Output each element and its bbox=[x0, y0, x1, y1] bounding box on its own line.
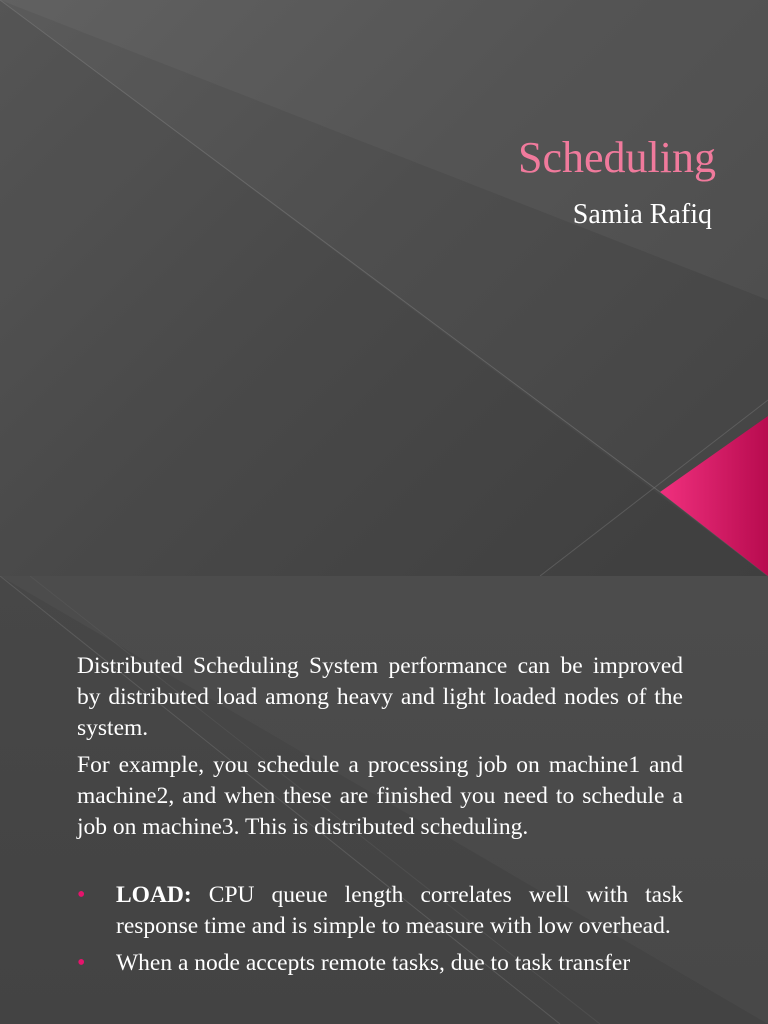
list-item bbox=[77, 948, 683, 979]
bullet-label: LOAD: bbox=[116, 882, 192, 908]
bullet-dot-icon: • bbox=[77, 882, 86, 908]
bullet-dot-icon: • bbox=[77, 950, 86, 976]
content-slide bbox=[0, 576, 768, 1024]
bullet-text: When a node accepts remote tasks, due to task transfer bbox=[116, 950, 631, 976]
list-item bbox=[77, 880, 683, 942]
slide-subtitle: Samia Rafiq bbox=[572, 199, 712, 230]
slide-body bbox=[77, 651, 683, 985]
bullet-list bbox=[77, 880, 683, 979]
slide-title: Scheduling bbox=[518, 133, 716, 182]
paragraph-example: For example, you schedule a processing job on machine1 and machine2, and when these are finished you need to schedule a job on machine3. This is distributed scheduling. bbox=[77, 752, 683, 840]
paragraph-intro: Distributed Scheduling System performance can be improved by distributed load among heavy and light loaded nodes of the system. bbox=[77, 653, 683, 741]
bullet-text: CPU queue length correlates well with task response time and is simple to measure with low overhead. bbox=[116, 882, 683, 939]
